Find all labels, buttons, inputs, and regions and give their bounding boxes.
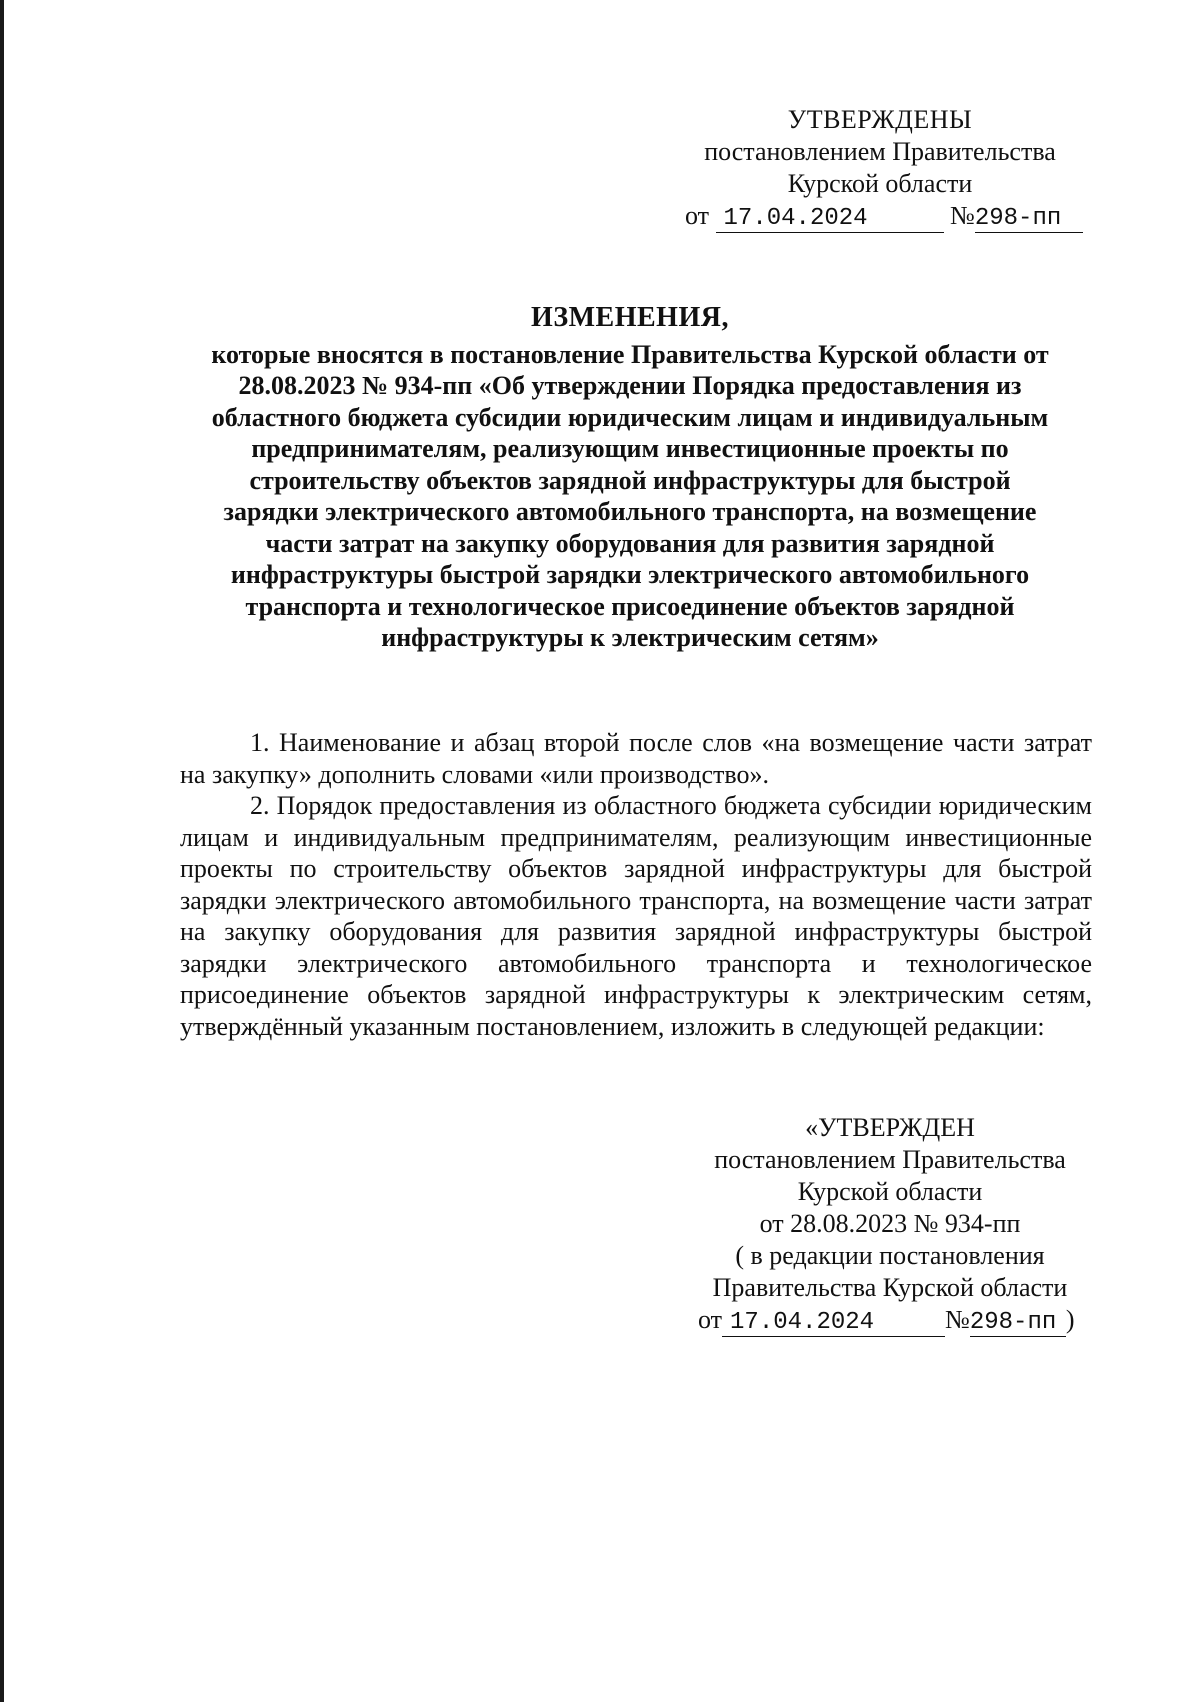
- title-line: областного бюджета субсидии юридическим лицам и индивидуальным: [211, 402, 1049, 432]
- number-prefix: №: [950, 201, 975, 230]
- date-number-line: [680, 1304, 1100, 1336]
- title-line: строительству объектов зарядной инфраструктуры для быстрой: [249, 465, 1011, 495]
- approved-by-label: постановлением Правительства: [714, 1145, 1066, 1174]
- title-line: зарядки электрического автомобильного транспорта, на возмещение: [223, 497, 1037, 526]
- number-prefix: №: [945, 1305, 970, 1334]
- date-value: 17.04.2024: [723, 205, 868, 232]
- document-title: [170, 302, 1090, 654]
- region-label: Курской области: [787, 169, 973, 198]
- date-prefix: от: [685, 201, 710, 230]
- date-number-line: [650, 200, 1110, 232]
- title-line: 28.08.2023 № 934-пп «Об утверждении Порядка предоставления из: [238, 371, 1022, 400]
- closing-paren: ): [1065, 1305, 1075, 1334]
- date-field: [722, 1310, 945, 1337]
- approved-label: «УТВЕРЖДЕН: [805, 1113, 975, 1142]
- number-value: 298-пп: [969, 1309, 1057, 1336]
- number-field: [970, 1310, 1066, 1337]
- paragraph-2: 2. Порядок предоставления из областного бюджета субсидии юридическим лицам и индивидуальным предпринимателям, реализующим инвестиционные проекты по строительству объектов зарядной инфраструктуры для быстрой зарядки электрического автомобильного транспорта, на возмещение части затрат на закупку оборудования для развития зарядной инфраструктуры быстрой зарядки электрического автомобильного транспорта и технологическое присоединение объектов зарядной инфраструктуры к электрическим сетям, утверждённый указанным постановлением, изложить в следующей редакции:: [180, 791, 1092, 1041]
- region-label: Курской области: [797, 1177, 983, 1206]
- date-value: 17.04.2024: [730, 1309, 875, 1336]
- approval-stamp-top: [650, 104, 1110, 232]
- title-line: инфраструктуры быстрой зарядки электрического автомобильного: [230, 560, 1030, 589]
- approved-label: УТВЕРЖДЕНЫ: [787, 105, 973, 134]
- date-prefix: от: [698, 1305, 723, 1334]
- paragraph-1: 1. Наименование и абзац второй после слов «на возмещение части затрат на закупку» дополнить словами «или производство».: [180, 728, 1092, 789]
- title-line: предпринимателям, реализующим инвестиционные проекты по: [251, 434, 1009, 463]
- title-heading: ИЗМЕНЕНИЯ,: [531, 302, 729, 333]
- title-line: которые вносятся в постановление Правительства Курской области от: [211, 339, 1049, 369]
- approval-stamp-bottom: [680, 1112, 1100, 1336]
- number-field: [975, 206, 1083, 233]
- title-line: части затрат на закупку оборудования для развития зарядной: [265, 528, 995, 558]
- title-line: транспорта и технологическое присоединение объектов зарядной: [245, 591, 1015, 621]
- number-value: 298-пп: [974, 205, 1062, 232]
- government-label: Правительства Курской области: [712, 1273, 1068, 1302]
- edition-note: ( в редакции постановления: [735, 1241, 1045, 1270]
- original-reference: от 28.08.2023 № 934-пп: [759, 1209, 1021, 1238]
- scan-left-edge: [0, 0, 4, 1702]
- approved-by-label: постановлением Правительства: [704, 137, 1056, 166]
- title-line: инфраструктуры к электрическим сетям»: [381, 623, 879, 652]
- date-field: [716, 206, 944, 233]
